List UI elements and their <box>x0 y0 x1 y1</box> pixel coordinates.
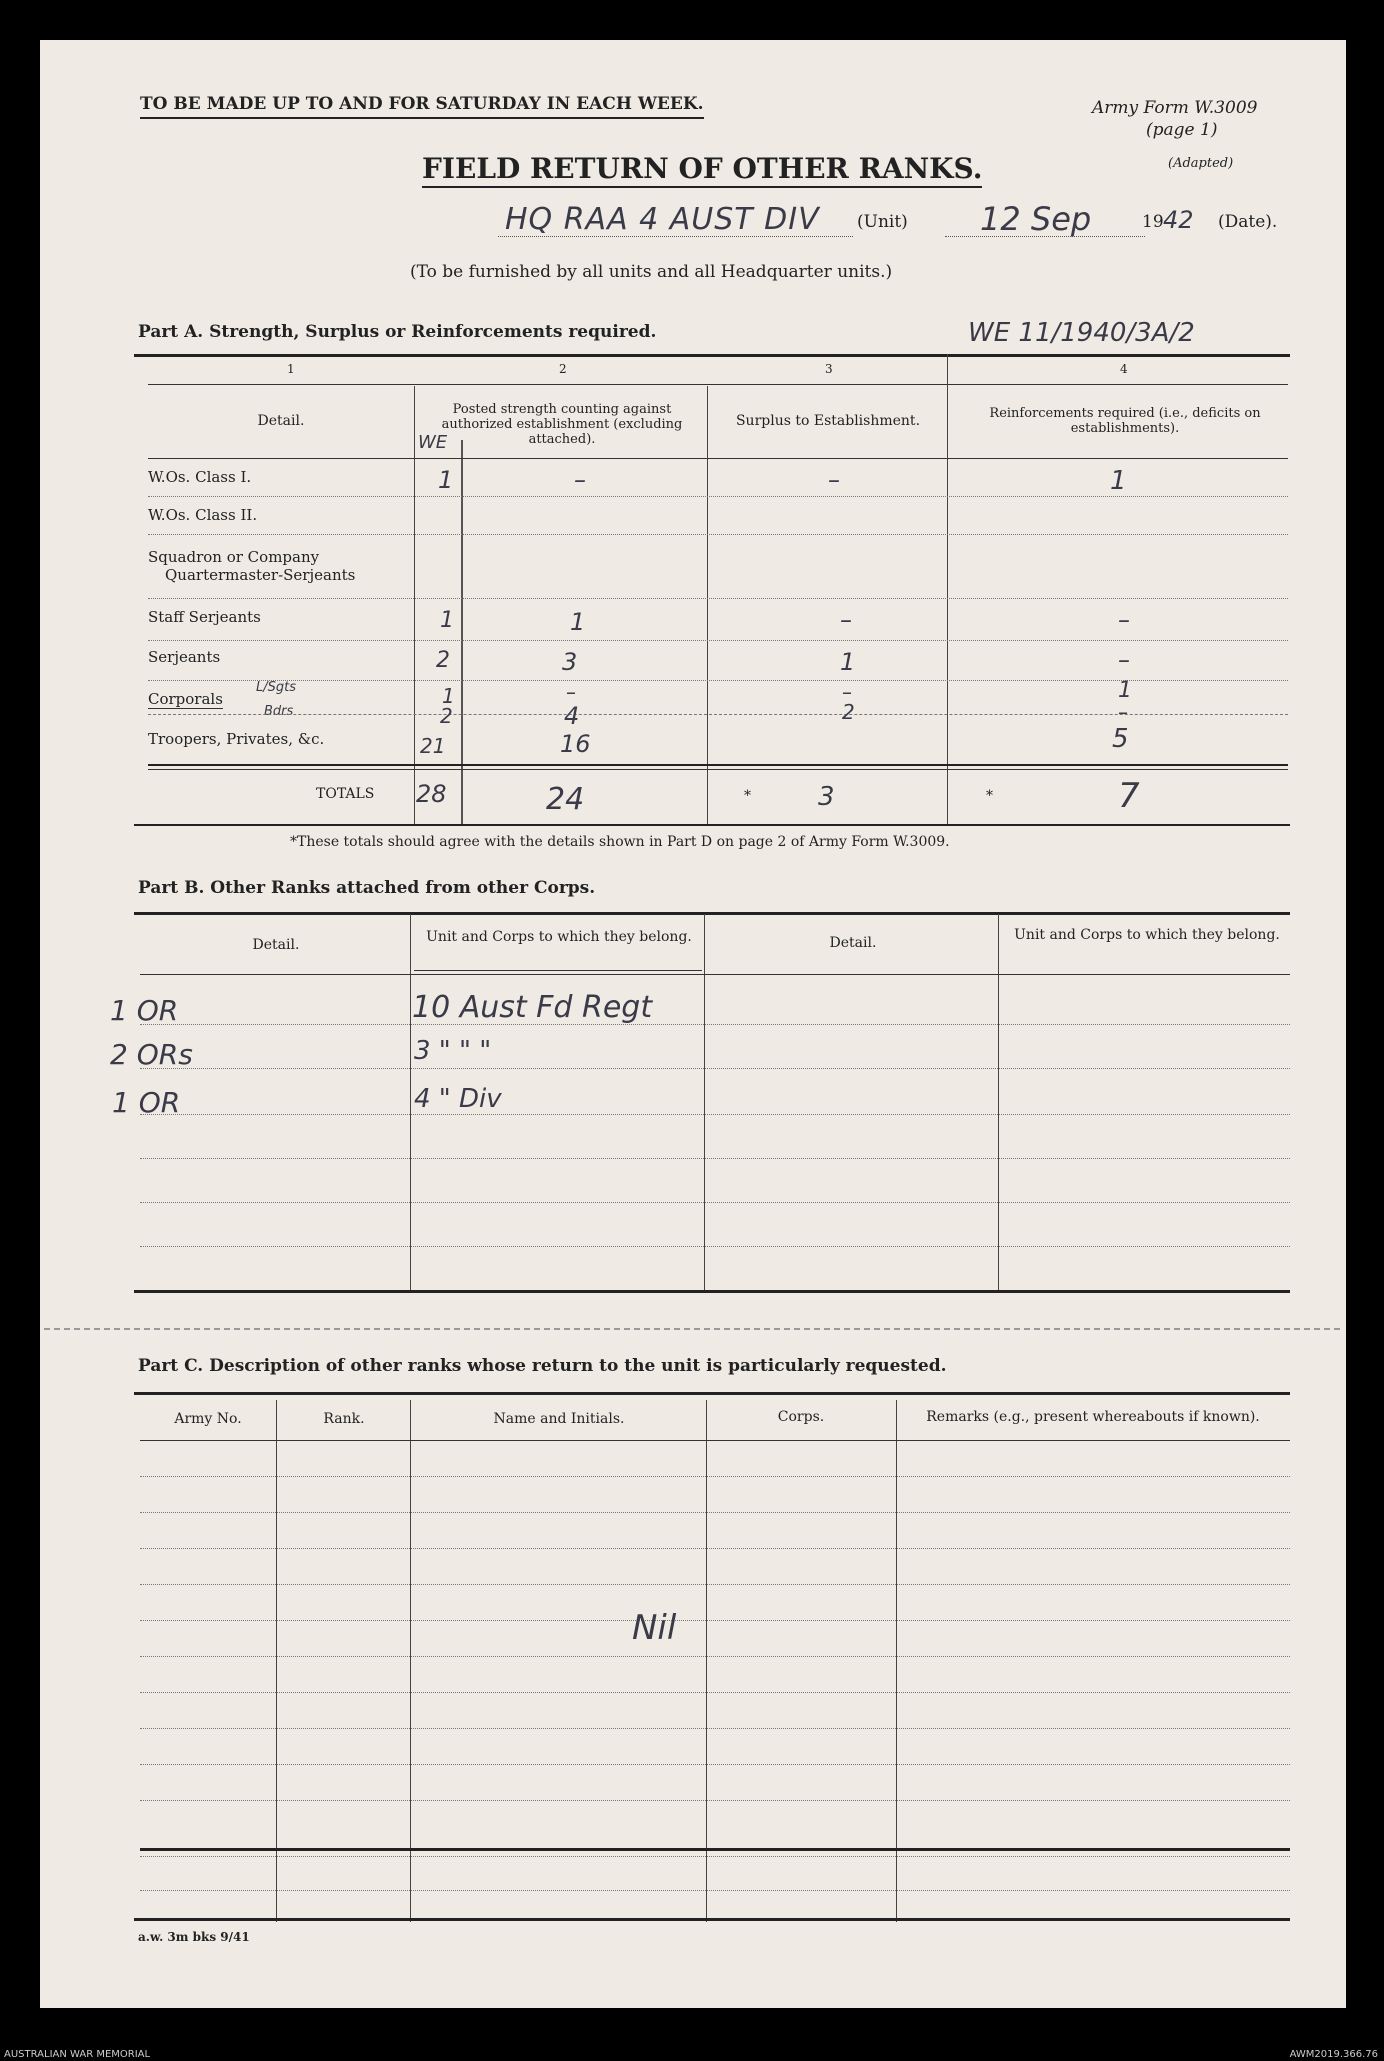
row-rule <box>148 598 1288 599</box>
attached-detail: 1 OR <box>112 1086 181 1119</box>
archive-footer <box>0 2049 1384 2061</box>
unit-label: (Unit) <box>857 212 908 232</box>
attached-detail: 1 OR <box>110 994 179 1027</box>
row-rule <box>148 640 1288 641</box>
posted-value: 1 <box>570 608 586 636</box>
reinf-value: – <box>1118 646 1130 674</box>
totals-asterisk: * <box>986 788 993 804</box>
part-c-row-rule <box>140 1548 1290 1549</box>
corporal-note: L/Sgts <box>256 680 296 695</box>
reinf-value: – <box>1118 700 1128 724</box>
posted-value: – <box>574 466 586 494</box>
part-b-row-rule <box>140 1158 1290 1159</box>
attached-unit: 4 " Div <box>414 1084 502 1114</box>
col-number-4: 4 <box>1120 362 1128 376</box>
unit-value: HQ RAA 4 AUST DIV <box>505 202 820 237</box>
part-b-header-rule <box>140 974 1290 975</box>
surplus-value: – <box>828 466 840 494</box>
row-detail: Staff Serjeants <box>148 608 261 626</box>
part-c-col-remarks: Remarks (e.g., present whereabouts if known). <box>926 1409 1260 1425</box>
reinf-value: – <box>1118 606 1130 634</box>
part-c-vrule-3 <box>706 1400 707 1922</box>
reinf-value: 5 <box>1112 724 1129 754</box>
perforation-line <box>44 1328 1340 1330</box>
total-reinf: 7 <box>1118 776 1140 816</box>
part-c-col-corps: Corps. <box>777 1409 825 1425</box>
part-b-row-rule <box>140 1114 1290 1115</box>
part-b-bottom-rule <box>134 1290 1290 1293</box>
archive-name: AUSTRALIAN WAR MEMORIAL <box>4 2049 151 2060</box>
reinf-value: 1 <box>1118 678 1132 703</box>
date-label: (Date). <box>1218 212 1278 232</box>
part-a-vrule-1 <box>414 386 415 824</box>
part-b-heading: Part B. Other Ranks attached from other Corps. <box>138 878 596 898</box>
we-vrule <box>461 440 463 824</box>
total-posted: 24 <box>546 782 585 817</box>
weekly-instruction: TO BE MADE UP TO AND FOR SATURDAY IN EACH WEEK. <box>140 94 704 119</box>
surplus-value: 1 <box>840 648 856 676</box>
archive-id: AWM2019.366.76 <box>1289 2049 1378 2060</box>
part-b-row-rule <box>140 1246 1290 1247</box>
page-number: (page 1) <box>1146 120 1218 140</box>
part-c-vrule-4 <box>896 1400 897 1922</box>
part-b-row-rule <box>140 1024 1290 1025</box>
totals-top-rule-2 <box>148 769 1288 770</box>
part-c-row-rule <box>140 1692 1290 1693</box>
totals-footnote: *These totals should agree with the details shown in Part D on page 2 of Army Form W.3009. <box>290 834 950 850</box>
part-b-col-unit-2: Unit and Corps to which they belong. <box>1014 927 1280 943</box>
we-value: 1 <box>440 608 454 633</box>
attached-unit: 10 Aust Fd Regt <box>412 990 653 1025</box>
part-b-col-detail: Detail. <box>252 937 300 953</box>
reinf-value: 1 <box>1110 466 1127 496</box>
posted-value: 16 <box>560 730 591 758</box>
part-a-top-rule <box>134 354 1290 357</box>
part-c-row-rule <box>140 1764 1290 1765</box>
we-value: 1 <box>442 684 455 708</box>
part-c-row-rule <box>140 1512 1290 1513</box>
attached-unit: 3 " " " <box>414 1036 492 1066</box>
posted-value: 3 <box>562 648 578 676</box>
we-value: 1 <box>438 466 454 494</box>
row-detail-continued: Quartermaster-Serjeants <box>165 566 356 584</box>
surplus-value: – <box>840 606 852 634</box>
col-number-3: 3 <box>825 362 833 376</box>
row-rule <box>148 496 1288 497</box>
row-rule <box>148 534 1288 535</box>
part-a-heading: Part A. Strength, Surplus or Reinforcements required. <box>138 322 657 342</box>
part-c-row-rule <box>140 1800 1290 1801</box>
we-value: 2 <box>440 704 453 728</box>
we-reference: WE 11/1940/3A/2 <box>968 318 1195 348</box>
surplus-value: – <box>842 680 852 704</box>
part-b-vrule-1 <box>410 914 411 1290</box>
part-c-lower-rule <box>140 1848 1290 1851</box>
col-number-1: 1 <box>287 362 295 376</box>
row-detail: Squadron or Company <box>148 548 320 566</box>
part-c-row-rule <box>140 1856 1290 1857</box>
total-we: 28 <box>416 780 447 808</box>
posted-value: – <box>566 680 576 704</box>
date-year-prefix: 19 <box>1142 212 1164 232</box>
we-value: 21 <box>420 734 446 758</box>
part-b-vrule-2 <box>704 914 705 1290</box>
part-a-header-rule <box>148 458 1288 459</box>
col-header-detail: Detail. <box>257 413 305 429</box>
totals-asterisk: * <box>744 788 751 804</box>
date-day: 12 Sep <box>980 200 1092 238</box>
nil-entry: Nil <box>632 1608 677 1648</box>
totals-top-rule <box>148 764 1288 766</box>
part-c-row-rule <box>140 1584 1290 1585</box>
part-c-row-rule <box>140 1728 1290 1729</box>
row-detail: Serjeants <box>148 648 221 666</box>
part-b-row-rule <box>140 1202 1290 1203</box>
part-c-row-rule <box>140 1890 1290 1891</box>
part-b-header-rule-2 <box>414 970 702 971</box>
row-rule <box>148 714 1288 715</box>
corporal-note: Bdrs <box>264 704 294 719</box>
part-c-row-rule <box>140 1656 1290 1657</box>
part-a-vrule-2 <box>707 386 708 824</box>
form-id: Army Form W.3009 <box>1092 98 1258 118</box>
part-c-col-army-no: Army No. <box>174 1411 242 1427</box>
totals-label: TOTALS <box>316 786 375 802</box>
date-year-value: 42 <box>1163 206 1194 234</box>
row-detail: Troopers, Privates, &c. <box>148 730 325 748</box>
part-c-vrule-1 <box>276 1400 277 1922</box>
date-line <box>945 236 1145 237</box>
we-value: 2 <box>436 648 450 673</box>
part-c-top-rule <box>134 1392 1290 1395</box>
part-a-number-rule <box>148 384 1288 385</box>
part-c-col-name: Name and Initials. <box>493 1411 625 1427</box>
surplus-value: 2 <box>842 700 855 724</box>
row-detail: W.Os. Class II. <box>148 506 258 524</box>
adapted-note: (Adapted) <box>1168 156 1234 171</box>
part-c-bottom-rule <box>134 1918 1290 1921</box>
part-c-col-rank: Rank. <box>323 1411 365 1427</box>
total-surplus: 3 <box>818 782 835 812</box>
part-b-top-rule <box>134 912 1290 915</box>
col-number-2: 2 <box>559 362 567 376</box>
posted-value: 4 <box>564 702 580 730</box>
we-column-label: WE <box>418 432 448 453</box>
row-rule <box>148 680 1288 681</box>
part-b-col-unit: Unit and Corps to which they belong. <box>426 929 692 945</box>
form-title: FIELD RETURN OF OTHER RANKS. <box>422 152 982 188</box>
row-detail: W.Os. Class I. <box>148 468 252 486</box>
row-detail: Corporals <box>148 690 223 708</box>
attached-detail: 2 ORs <box>110 1038 193 1071</box>
part-a-bottom-rule <box>134 824 1290 826</box>
col-header-posted: Posted strength counting against authorized establishment (excluding attached). <box>441 402 683 447</box>
part-c-row-rule <box>140 1476 1290 1477</box>
col-header-surplus: Surplus to Establishment. <box>735 413 921 429</box>
part-c-header-rule <box>140 1440 1290 1441</box>
part-b-row-rule <box>140 1068 1290 1069</box>
part-a-vrule-3 <box>947 354 948 824</box>
part-c-heading: Part C. Description of other ranks whose return to the unit is particularly requested. <box>138 1356 947 1376</box>
furnish-note: (To be furnished by all units and all Headquarter units.) <box>410 262 893 282</box>
part-b-col-detail-2: Detail. <box>829 935 877 951</box>
part-b-vrule-3 <box>998 914 999 1290</box>
unit-line <box>498 236 853 237</box>
print-code: a.w. 3m bks 9/41 <box>138 1930 250 1944</box>
col-header-reinforcements: Reinforcements required (i.e., deficits on establishments). <box>989 406 1261 436</box>
part-c-row-rule <box>140 1620 1290 1621</box>
part-c-vrule-2 <box>410 1400 411 1922</box>
